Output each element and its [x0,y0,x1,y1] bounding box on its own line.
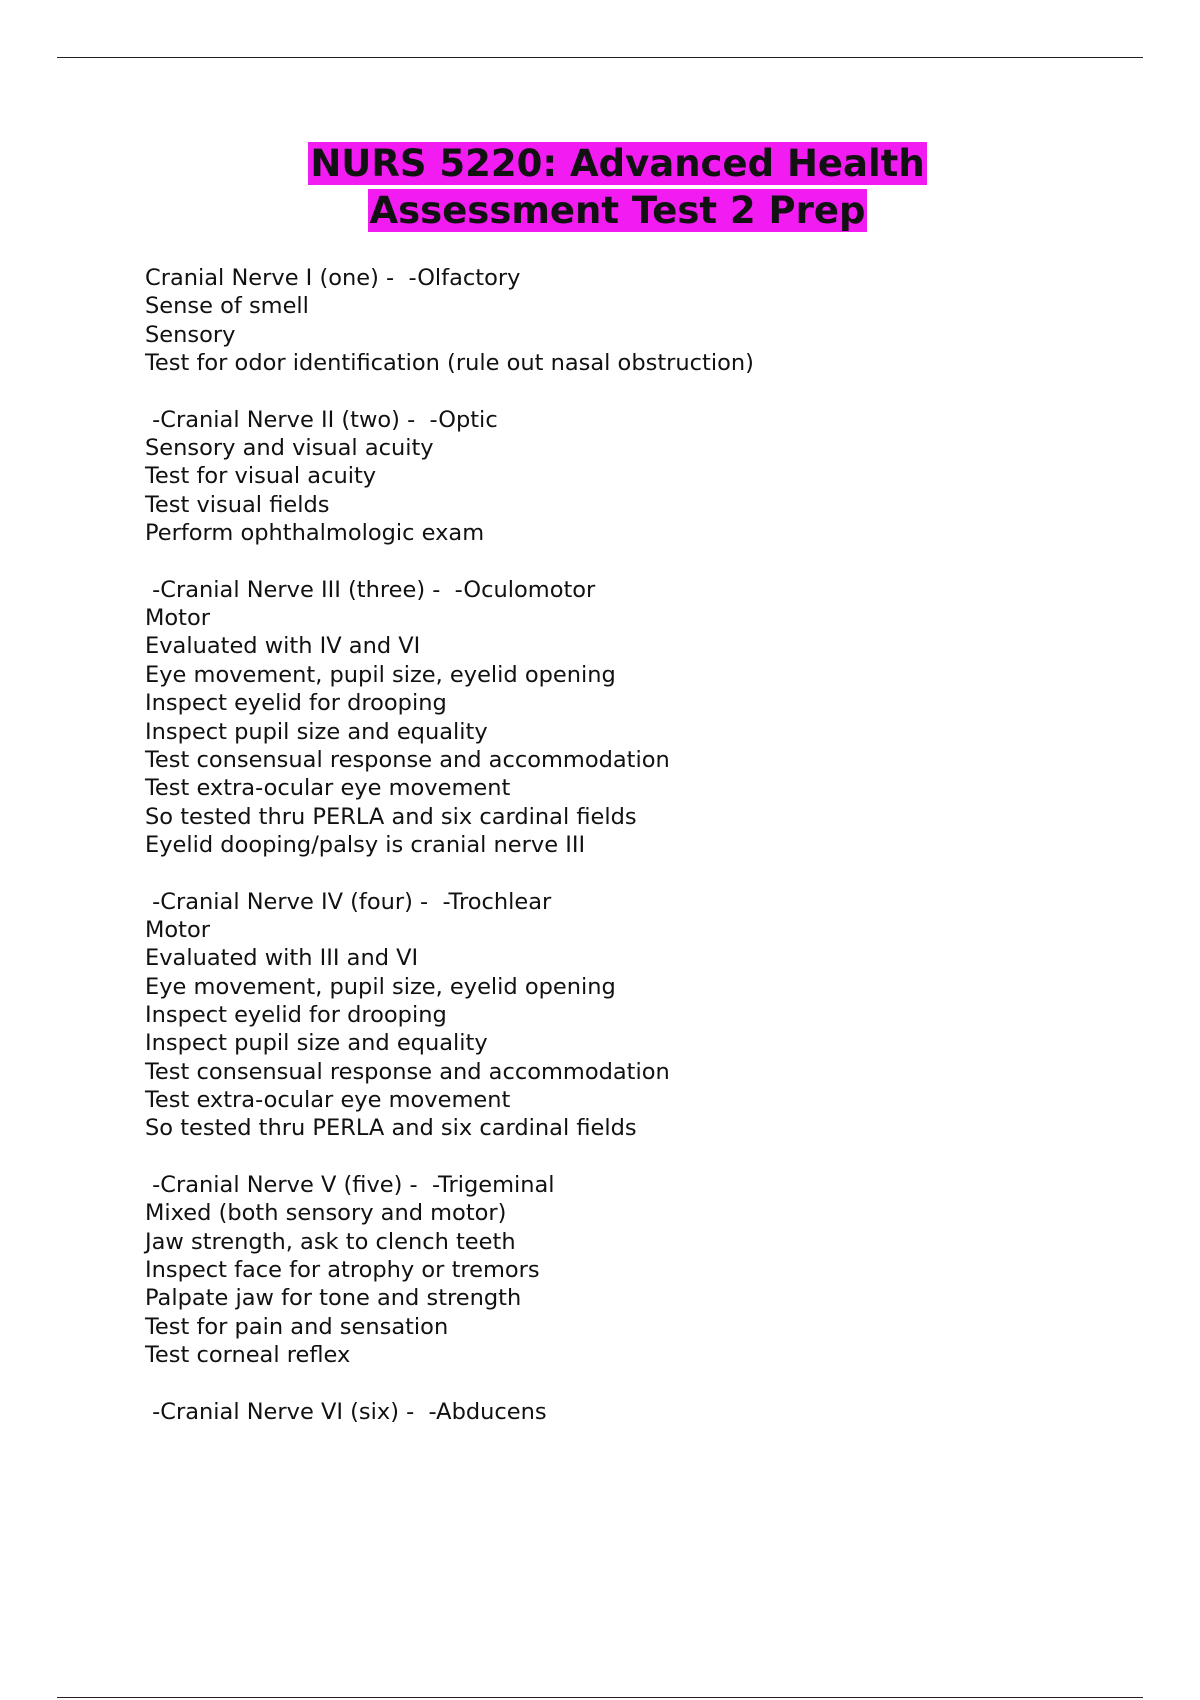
nerve-section [145,1171,1145,1369]
nerve-detail-line: Test extra-ocular eye movement [145,1086,511,1113]
nerve-heading: -Cranial Nerve IV (four) - -Trochlear [145,888,552,915]
nerve-detail-line: Motor [145,916,211,943]
nerve-detail-line: Eyelid dooping/palsy is cranial nerve III [145,831,586,858]
document-title [0,140,1200,234]
nerve-detail-line: Inspect pupil size and equality [145,718,488,745]
nerve-detail-line: Perform ophthalmologic exam [145,520,485,547]
nerve-detail-line: So tested thru PERLA and six cardinal fields [145,803,637,830]
nerve-detail-line: Test extra-ocular eye movement [145,775,511,802]
nerve-section [145,406,1145,548]
nerve-detail-line: So tested thru PERLA and six cardinal fields [145,1115,637,1142]
nerve-detail-line: Test consensual response and accommodation [145,1058,670,1085]
nerve-detail-line: Test consensual response and accommodation [145,746,670,773]
nerve-detail-line: Sense of smell [145,293,309,320]
nerve-detail-line: Sensory [145,321,236,348]
nerve-detail-line: Motor [145,605,211,632]
nerve-detail-line: Sensory and visual acuity [145,435,434,462]
nerve-detail-line: Test for odor identification (rule out nasal obstruction) [145,350,754,377]
document-body [145,264,1145,1454]
nerve-section [145,1398,1145,1426]
bottom-rule [57,1697,1143,1698]
nerve-detail-line: Inspect pupil size and equality [145,1030,488,1057]
nerve-section [145,888,1145,1143]
nerve-heading: -Cranial Nerve VI (six) - -Abducens [145,1398,547,1425]
nerve-detail-line: Inspect face for atrophy or tremors [145,1257,540,1284]
nerve-detail-line: Evaluated with III and VI [145,945,419,972]
nerve-detail-line: Inspect eyelid for drooping [145,1001,447,1028]
title-line-1: NURS 5220: Advanced Health [310,142,925,185]
nerve-heading: -Cranial Nerve V (five) - -Trigeminal [145,1172,555,1198]
nerve-detail-line: Evaluated with IV and VI [145,633,421,660]
nerve-detail-line: Jaw strength, ask to clench teeth [145,1228,516,1255]
top-rule [57,57,1143,58]
title-line-2: Assessment Test 2 Prep [369,189,866,232]
nerve-section [145,576,1145,859]
nerve-heading: Cranial Nerve I (one) - -Olfactory [145,265,521,291]
nerve-detail-line: Inspect eyelid for drooping [145,690,447,717]
nerve-detail-line: Test visual fields [145,491,330,518]
nerve-detail-line: Eye movement, pupil size, eyelid opening [145,973,616,1000]
nerve-detail-line: Test for pain and sensation [145,1313,449,1340]
nerve-detail-line: Palpate jaw for tone and strength [145,1285,522,1312]
nerve-detail-line: Test corneal reflex [145,1342,351,1369]
nerve-heading: -Cranial Nerve II (two) - -Optic [145,406,498,433]
nerve-detail-line: Mixed (both sensory and motor) [145,1200,507,1227]
nerve-detail-line: Eye movement, pupil size, eyelid opening [145,661,616,688]
nerve-heading: -Cranial Nerve III (three) - -Oculomotor [145,576,596,603]
nerve-detail-line: Test for visual acuity [145,463,377,490]
nerve-section [145,264,1145,377]
